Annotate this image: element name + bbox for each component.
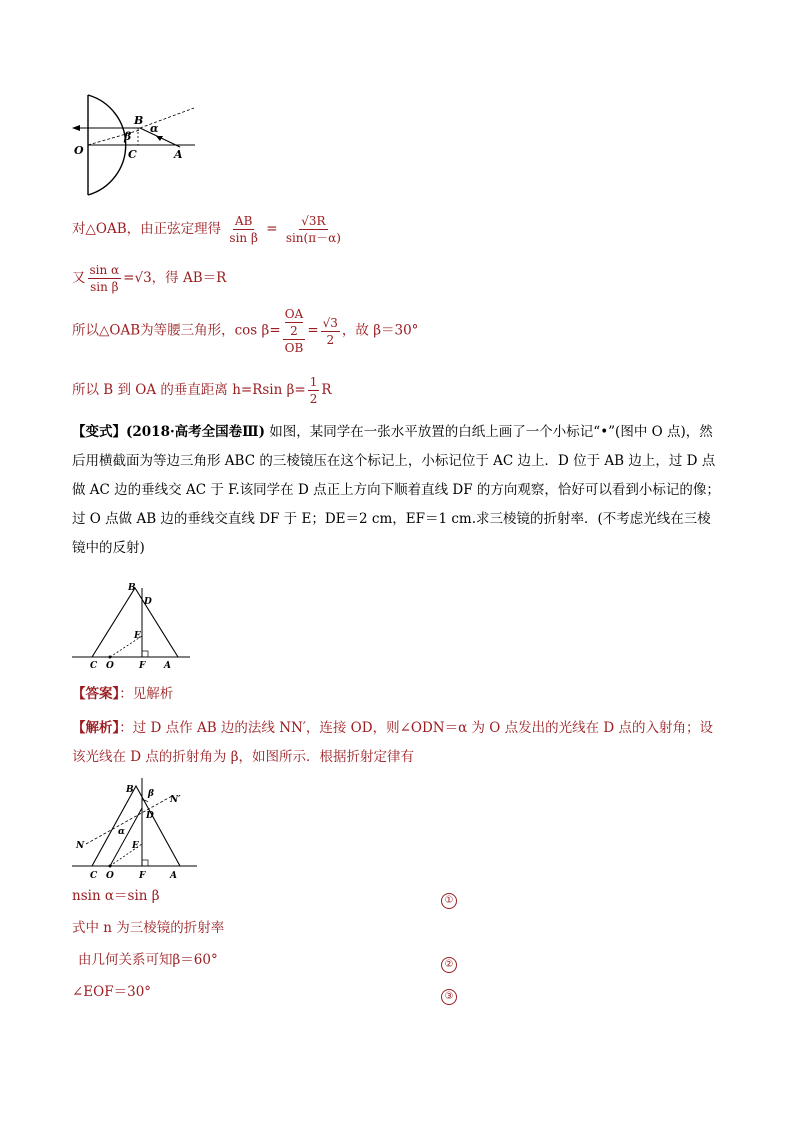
fig1-label-O: O xyxy=(74,144,84,157)
fig3-label-D: D xyxy=(146,811,154,821)
fig3-label-alpha: α xyxy=(118,827,125,837)
line2-prefix: 又 xyxy=(72,270,86,286)
circled-number-3: ③ xyxy=(441,989,457,1005)
answer-label: 【答案】 xyxy=(72,686,120,702)
fig3-label-B: B xyxy=(126,785,134,795)
fig2-label-F: F xyxy=(139,661,146,670)
nested-denominator: 2 xyxy=(290,324,298,338)
equation-2-text: 由几何关系可知β＝60° xyxy=(78,952,218,968)
fraction-denominator: sin β xyxy=(90,280,119,294)
fig1-label-beta: β xyxy=(124,130,132,143)
fraction-denominator: sin β xyxy=(229,231,258,245)
answer-text: ：见解析 xyxy=(119,686,174,702)
fraction-denominator: sin(π－α) xyxy=(285,231,341,245)
equals-sign: = xyxy=(266,221,278,237)
fraction-numerator: 1 xyxy=(309,375,318,389)
line4-suffix: R xyxy=(321,382,332,398)
fraction-denominator: 2 xyxy=(326,332,335,347)
fraction-denominator: OB xyxy=(284,341,304,355)
fig2-label-A: A xyxy=(164,661,171,670)
equation-2-number xyxy=(441,952,457,973)
analysis-label: 【解析】 xyxy=(72,720,120,736)
fig1-label-A: A xyxy=(174,148,183,161)
line3-prefix: 所以△OAB为等腰三角形，cos β= xyxy=(72,322,281,339)
variant-label: 【变式】(2018·高考全国卷Ⅲ) xyxy=(72,424,265,440)
equation-1-text: nsin α＝sin β xyxy=(72,888,160,904)
figure-triangle-1 xyxy=(72,582,194,670)
fig3-label-beta: β xyxy=(148,789,154,799)
equation-3-text: ∠EOF＝30° xyxy=(72,984,152,1000)
fraction-numerator: √3R xyxy=(301,214,326,228)
fig2-label-B: B xyxy=(128,583,136,593)
fig3-label-E: E xyxy=(132,841,139,851)
answer-line xyxy=(72,684,173,704)
fig1-label-alpha: α xyxy=(150,122,159,135)
line2-suffix: =√3，得 AB＝R xyxy=(123,270,227,286)
circled-number-1: ① xyxy=(441,893,457,909)
fig3-label-Nprime: N′ xyxy=(170,795,181,805)
fraction-numerator: √3 xyxy=(322,315,338,330)
fig2-label-E: E xyxy=(134,631,141,641)
fraction-denominator: 2 xyxy=(309,392,318,406)
variant-problem xyxy=(72,418,724,563)
figure-semicircle xyxy=(60,90,210,200)
solution-line-1 xyxy=(72,213,345,246)
fig2-label-D: D xyxy=(144,597,152,607)
fig1-label-C: C xyxy=(128,148,137,161)
fig3-label-N: N xyxy=(76,841,85,851)
solution-line-3 xyxy=(72,306,418,356)
line4-prefix: 所以 B 到 OA 的垂直距离 h=Rsin β= xyxy=(72,382,306,398)
fraction-numerator: sin α xyxy=(89,263,120,277)
fig3-label-F: F xyxy=(139,871,146,880)
fig3-label-C: C xyxy=(90,871,98,880)
fig2-label-C: C xyxy=(90,661,98,670)
equation-3-number xyxy=(441,984,457,1005)
solution-line-4 xyxy=(72,374,332,407)
equation-2 xyxy=(78,950,218,970)
fig3-label-O: O xyxy=(106,871,114,880)
fig3-label-A: A xyxy=(170,871,177,880)
analysis-paragraph xyxy=(72,714,724,772)
nested-numerator: OA xyxy=(284,307,304,321)
solution-line-2 xyxy=(72,262,226,295)
variant-text: 如图，某同学在一张水平放置的白纸上画了一个小标记“•”(图中 O 点)，然后用横截面为等边三角形 ABC 的三棱镜压在这个标记上，小标记位于 AC 边上．D 位于 AB 边上，过 D 点做 AC 边的垂线交 AC 于 F.该同学在 D 点正上方向下顺着直线 DF 的方向观察，恰好可以看到小标记的像；过 O 点做 AB 边的垂线交直线 DF 于 E；DE＝2 cm，EF＝1 cm.求三棱镜的折射率．(不考虑光线在三棱镜中的反射) xyxy=(72,424,720,556)
equation-3 xyxy=(72,982,151,1002)
equation-1 xyxy=(72,886,160,906)
equation-1-note xyxy=(72,918,224,938)
figure-triangle-2 xyxy=(72,778,204,880)
fig2-label-O: O xyxy=(106,661,114,670)
fig1-label-B: B xyxy=(134,114,144,127)
fraction-numerator: AB xyxy=(234,214,253,228)
circled-number-2: ② xyxy=(441,957,457,973)
equation-1-number xyxy=(441,888,457,909)
line1-prefix: 对△OAB，由正弦定理得 xyxy=(72,221,222,237)
equals-sign: = xyxy=(307,322,319,339)
line3-suffix: ，故 β＝30° xyxy=(341,322,419,339)
note-text: 式中 n 为三棱镜的折射率 xyxy=(72,920,225,936)
analysis-text: ：过 D 点作 AB 边的法线 NN′，连接 OD，则∠ODN＝α 为 O 点发出的光线在 D 点的入射角；设该光线在 D 点的折射角为 β，如图所示．根据折射定律有 xyxy=(72,720,714,765)
